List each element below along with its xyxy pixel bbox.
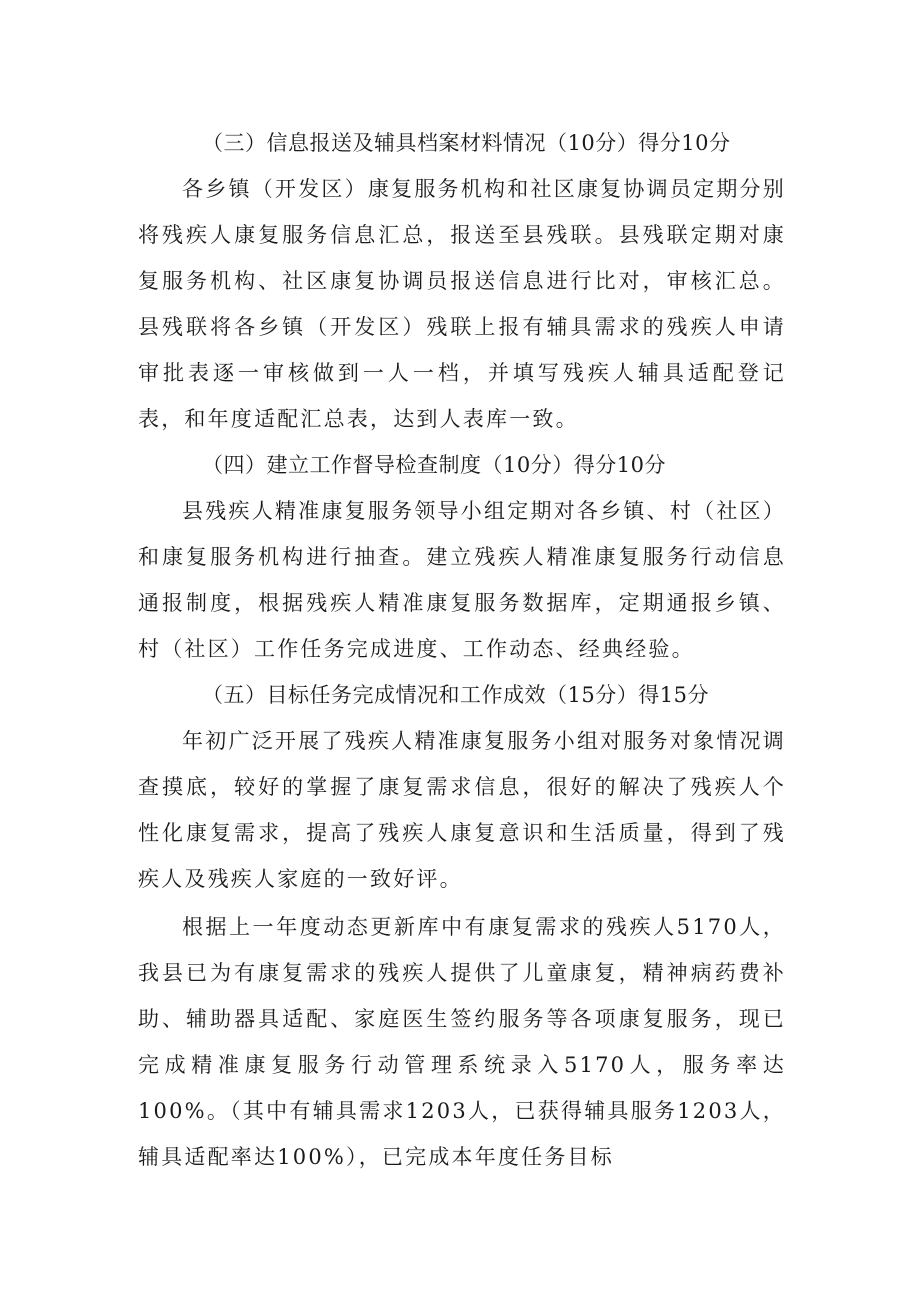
- section-heading-3: （三）信息报送及辅具档案材料情况（10分）得分10分: [202, 131, 731, 155]
- body-paragraph: 年初广泛开展了残疾人精准康复服务小组对服务对象情况调查摸底，较好的掌握了康复需求信息，很好的解决了残疾人个性化康复需求，提高了残疾人康复意识和生活质量，得到了残疾人及残疾人家庭的一致好评。: [138, 729, 786, 891]
- body-paragraph: 根据上一年度动态更新库中有康复需求的残疾人5170人，我县已为有康复需求的残疾人提供了儿童康复，精神病药费补助、辅助器具适配、家庭医生签约服务等各项康复服务，现已完成精准康复服务行动管理系统录入5170人，服务率达100%。（其中有辅具需求1203人，已获得辅具服务1203人，辅具适配率达100%），已完成本年度任务目标: [138, 915, 786, 1169]
- body-paragraph: 各乡镇（开发区）康复服务机构和社区康复协调员定期分别将残疾人康复服务信息汇总，报送至县残联。县残联定期对康复服务机构、社区康复协调员报送信息进行比对，审核汇总。县残联将各乡镇（开发区）残联上报有辅具需求的残疾人申请审批表逐一审核做到一人一档，并填写残疾人辅具适配登记表，和年度适配汇总表，达到人表库一致。: [138, 177, 786, 431]
- section-heading-5: （五）目标任务完成情况和工作成效（15分）得15分: [202, 683, 709, 707]
- section-heading-4: （四）建立工作督导检查制度（10分）得分10分: [202, 453, 666, 477]
- body-paragraph: 县残疾人精准康复服务领导小组定期对各乡镇、村（社区）和康复服务机构进行抽查。建立残疾人精准康复服务行动信息通报制度，根据残疾人精准康复服务数据库，定期通报乡镇、村（社区）工作任务完成进度、工作动态、经典经验。: [138, 499, 786, 661]
